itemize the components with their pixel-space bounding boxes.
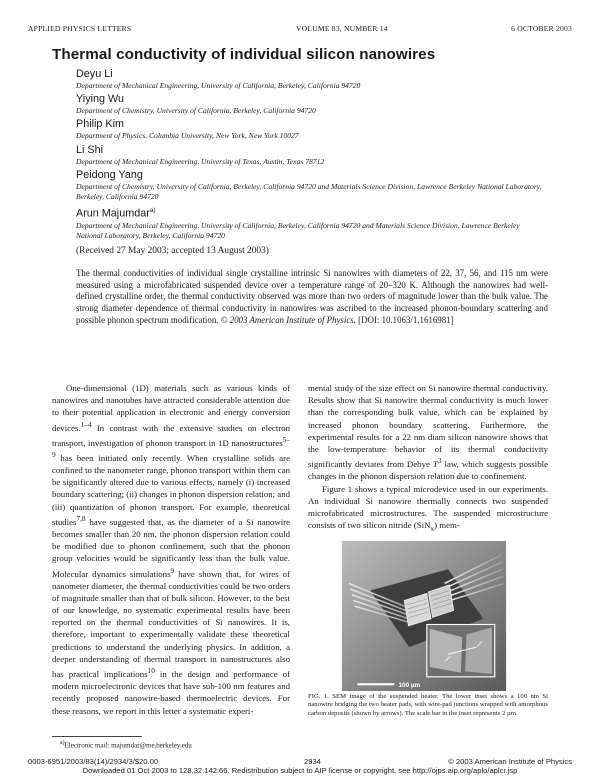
- scale-bar: [357, 683, 394, 685]
- figure-1-sem-image: [308, 541, 540, 691]
- author-name: Li Shi: [76, 143, 104, 156]
- author-block: [76, 93, 546, 116]
- article-code: 0003-6951/2003/83(14)/2934/3/$20.00: [28, 757, 159, 766]
- math-exponent: 3: [437, 456, 442, 466]
- abstract-copyright: © 2003 American Institute of Physics.: [220, 314, 356, 325]
- author-name: Philip Kim: [76, 118, 125, 131]
- author-block: [76, 169, 546, 202]
- citation-ref[interactable]: 5–9: [52, 434, 290, 459]
- author-block: [76, 144, 546, 167]
- author-affiliation: Department of Physics, Columbia University, New York, New York 10027: [76, 131, 299, 141]
- author-affiliation: Department of Mechanical Engineering, University of Texas, Austin, Texas 78712: [76, 156, 325, 166]
- author-name: Deyu Li: [76, 68, 113, 80]
- body-text-segment: have suggested that, as the diameter of a Si nanowire becomes smaller than 20 nm, the phonon dispersion relation could be modified due to phonon confinement, such that the phonon group velocities would be significantly less than the bulk value. Molecular dynamics simulations: [52, 516, 290, 579]
- author-affiliation: Department of Chemistry, University of California, Berkeley, California 94720 and Materials Science Division, Lawrence Berkeley National Laboratory, Berkeley, California 94720: [76, 181, 542, 202]
- citation-ref[interactable]: 1–4: [80, 419, 92, 429]
- inset-pad-right: [465, 627, 492, 674]
- body-paragraph: [308, 483, 548, 536]
- running-header: [28, 24, 572, 36]
- abstract-text: The thermal conductivities of individual single crystalline intrinsic Si nanowires with diameters of 22, 37, 56, and 115 nm were measured using a microfabricated suspended device over a temperature range of 20–320 K. Although the nanowires had well-defined crystalline order, the thermal conductivity observed was more than two orders of magnitude lower than the bulk value. The strong diameter dependence of thermal conductivity in nanowires was ascribed to the increased phonon-boundary scattering and possible phonon spectrum modification.: [76, 268, 548, 325]
- volume-number: VOLUME 83, NUMBER 14: [296, 24, 388, 33]
- body-text-segment: in the design and performance of modern microelectronic devices that have sub-100 nm features and recently proposed nanowire-based thermoelectric devices. For these reasons, we report in this letter a systematic experi-: [52, 669, 290, 716]
- author-name: Peidong Yang: [76, 168, 143, 181]
- footer-copyright: © 2003 American Institute of Physics: [448, 757, 572, 766]
- body-text-segment: One-dimensional (1D) materials such as various kinds of nanowires and nanotubes have attracted considerable attention due to their potential application in electronic and energy conversion devices.: [52, 383, 290, 433]
- author-name-text: Arun Majumdar: [76, 207, 150, 220]
- body-text-segment: has been initiated only recently. When crystalline solids are confined to the nanometer range, phonon transport within them can be significantly altered due to various effects, namely (i) increased boundary scattering; (ii) changes in phonon dispersion relation; and (iii) quantization of phonon transport. For example, theoretical studies: [52, 452, 290, 527]
- body-text-segment: ) mem-: [434, 520, 460, 531]
- author-affiliation: Department of Chemistry, University of California, Berkeley, California 94720: [76, 106, 316, 116]
- issue-date: 6 OCTOBER 2003: [511, 24, 572, 33]
- footnote-marker: a): [60, 740, 65, 746]
- scale-bar-label: 100 µm: [398, 681, 421, 689]
- body-text-segment: have shown that, for wires of nanometer diameter, the thermal conductivities could be two orders of magnitude smaller than that of bulk silicon. However, to the best of our knowledge, no systematic experimental results have been reported on the thermal conductivities of Si nanowires. It is, therefore, important to experimentally validate these theoretical predictions to understand the underlying physics. In addition, a deeper understanding of thermal transport in nanostructures also has practical implications: [52, 568, 290, 679]
- body-paragraph: [308, 382, 548, 483]
- footnote-rule: [52, 736, 142, 737]
- author-name: [76, 204, 546, 221]
- math-symbol: T: [432, 459, 438, 470]
- received-dates: (Received 27 May 2003; accepted 13 August 2003): [76, 246, 269, 257]
- author-affiliation: Department of Mechanical Engineering, University of California, Berkeley, California 94720: [76, 81, 361, 90]
- abstract: [76, 268, 548, 327]
- author-name: Yiying Wu: [76, 93, 125, 106]
- body-text-segment: mental study of the size effect on Si nanowire thermal conductivity. Results show that Si nanowire thermal conductivity is much lower than the corresponding bulk value, which can be explained by increased phonon boundary scattering. Furthermore, the experimental results for a 22 nm diam silicon nanowire shows that the low-temperature behavior of its thermal conductivity significantly deviates from Debye: [308, 383, 548, 470]
- body-text-segment: In contrast with the extensive studies on electron transport, investigation of phonon transport in 1D nanostructures: [52, 422, 290, 448]
- doi-link[interactable]: [DOI: 10.1063/1.1616981]: [358, 314, 454, 325]
- figure-1-caption: FIG. 1. SEM image of the suspended heater. The lower inset shows a 100 nm Si nanowire bridging the two heater pads, with wire-pad junctions wrapped with amorphous carbon deposits (shown by arrows). The scale bar in the inset represents 2 µm.: [308, 693, 548, 717]
- journal-name: APPLIED PHYSICS LETTERS: [28, 24, 132, 33]
- author-affiliation: Department of Mechanical Engineering, University of California, Berkeley, California 94720 and Materials Science Division, Lawrence Berkeley National Laboratory, Berkeley, California 94720: [76, 220, 520, 241]
- author-block: [76, 118, 546, 141]
- author-list: [76, 68, 546, 256]
- sem-micrograph: [308, 541, 540, 691]
- page-number: 2934: [304, 757, 321, 766]
- footnote: [60, 740, 192, 749]
- body-column-left: [52, 382, 290, 717]
- citation-ref[interactable]: 10: [147, 666, 155, 676]
- body-paragraph: [52, 382, 290, 717]
- math-subscript: x: [430, 523, 435, 533]
- author-footnote-marker: a): [149, 207, 156, 215]
- footnote-email: Electronic mail: majumdar@me.berkeley.edu: [64, 741, 192, 750]
- body-text-segment: law, which suggests possible changes in the phonon dispersion relation due to confinement.: [308, 459, 548, 482]
- author-block: [76, 204, 546, 241]
- download-notice: Downloaded 01 Oct 2003 to 128.32.142.66. Redistribution subject to AIP license or copyright, see http://ojps.aip.org/aplo/aplcr.jsp: [82, 766, 518, 775]
- citation-ref[interactable]: 9: [170, 565, 175, 575]
- citation-ref[interactable]: 7,8: [76, 513, 86, 523]
- paper-title: Thermal conductivity of individual silicon nanowires: [52, 46, 436, 63]
- body-column-right: [308, 382, 548, 535]
- author-block: [76, 68, 546, 91]
- body-text-segment: Figure 1 shows a typical microdevice used in our experiments. An individual Si nanowire thermally connects two suspended microfabricated microstructures. The suspended microstructure consists of two silicon nitride (SiN: [308, 483, 548, 531]
